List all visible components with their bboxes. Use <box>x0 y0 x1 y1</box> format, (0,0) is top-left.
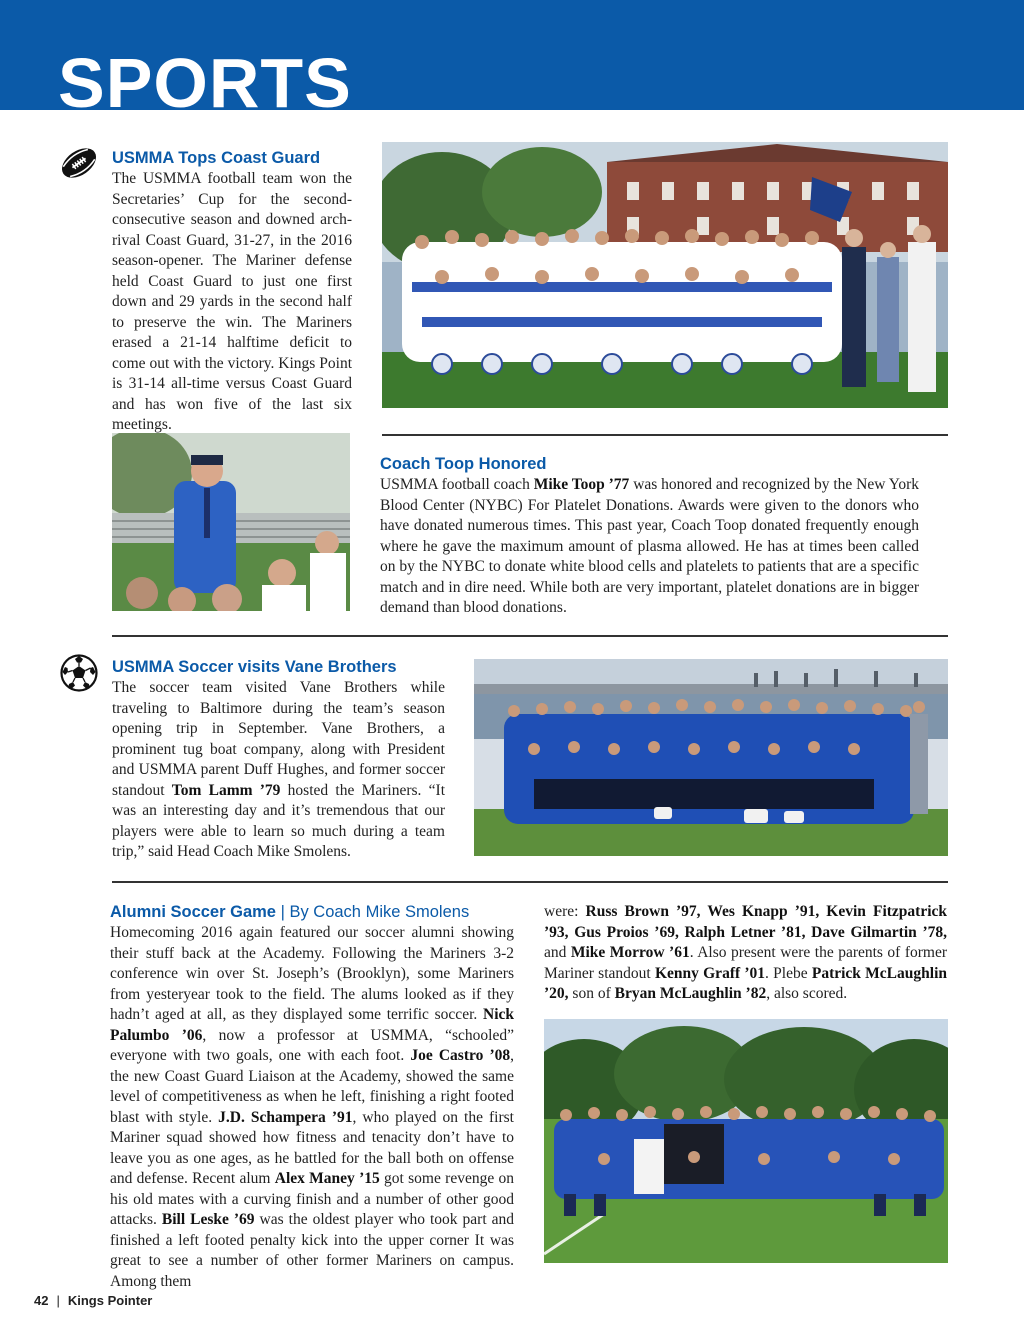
football-icon <box>58 143 100 183</box>
divider-2 <box>112 635 948 637</box>
divider-1 <box>382 434 948 436</box>
football-body: The USMMA football team won the Secretaries’ Cup for the second-consecutive season and downed arch-rival Coast Guard, 31-27, in the 2016 season-opener. The Mariner defense held Coast Guard to just one first down and 29 yards in the second half to preserve the win. The Mariners erased a 21-14 halftime deficit to come out with the victory. Kings Point is 31-14 all-time versus Coast Guard and has won five of the last six meetings. <box>112 170 352 433</box>
divider-3 <box>112 881 948 883</box>
alumni-heading: Alumni Soccer Game | By Coach Mike Smolens <box>110 903 470 921</box>
alumni-article <box>110 902 514 1292</box>
coach-body: USMMA football coach Mike Toop ’77 was honored and recognized by the New York Blood Center (NYBC) For Platelet Donations. Awards were given to the donors who have donated numerous times. This past year, Coach Toop donated frequently enough where he gave the maximum amount of plasma allowed. He has at times been called on by the NYBC to donate white blood cells and platelets to patients that are a specific match and in dire need. While both are very important, platelet donations are in bigger demand than blood donations. <box>380 476 920 616</box>
coach-name: Mike Toop ’77 <box>533 476 630 493</box>
footer-separator: | <box>56 1293 60 1308</box>
banner-title: SPORTS <box>58 44 352 110</box>
soccer-body: The soccer team visited Vane Brothers while traveling to Baltimore during the team’s season opening trip in September. Vane Brothers, a prominent tug boat company, along with President and USMMA parent Duff Hughes, and former soccer standout Tom Lamm ’79 hosted the Mariners. “It was an interesting day and it’s tremendous that our players were able to learn so much during a team trip,” said Head Coach Mike Smolens. <box>112 679 445 860</box>
publication-title: Kings Pointer <box>67 1293 153 1308</box>
coach-article <box>380 454 919 619</box>
page-number: 42 <box>34 1293 49 1308</box>
alumni-team-photo <box>544 1019 948 1263</box>
page-footer <box>34 1293 152 1308</box>
soccer-article <box>112 657 445 863</box>
soccer-ball-icon <box>60 654 98 692</box>
football-team-photo <box>382 142 948 408</box>
sports-banner <box>0 0 1024 110</box>
alumni-body-col2: were: Russ Brown ’97, Wes Knapp ’91, Kevin Fitzpatrick ’93, Gus Proios ’69, Ralph Letner ’81, Dave Gilmartin ’78, and Mike Morrow ’61. Also present were the parents of former Mariner standout Kenny Graff ’01. Plebe Patrick McLaughlin ’20, son of Bryan McLaughlin ’82, also scored. <box>544 903 948 1002</box>
alumni-body-col1: Homecoming 2016 again featured our soccer alumni showing their stuff back at the Academy. Following the Mariners 3-2 conference win over St. Joseph’s (Brooklyn), some Mariners from yesteryear took to the field. The alums looked as if they hadn’t aged at all, as they displayed some terrific soccer. Nick Palumbo ’06, now a professor at USMMA, “schooled” everyone with two goals, one with each foot. Joe Castro ’08, the new Coast Guard Liaison at the Academy, showed the same level of competitiveness as when he left, finishing a right footed blast with style. J.D. Schampera ’91, who played on the first Mariner squad showed how fitness and tenacity don’t have to leave you as one ages, as he battled for the ball both on offense and defense. Recent alum Alex Maney ’15 got some revenge on his old mates with a curving finish and a number of other good attacks. Bill Leske ’69 was the oldest player who took part and finished a left footed penalty kick into the upper corner It was great to see a number of other former Mariners on campus. Among them <box>110 924 514 1290</box>
alumni-article-col2 <box>544 902 947 1005</box>
soccer-team-photo <box>474 659 948 856</box>
soccer-heading: USMMA Soccer visits Vane Brothers <box>112 658 397 676</box>
football-heading: USMMA Tops Coast Guard <box>112 149 321 167</box>
byline-separator: | <box>275 903 290 921</box>
coach-photo <box>112 433 350 611</box>
alumni-byline: By Coach Mike Smolens <box>289 903 470 921</box>
football-article <box>112 148 352 436</box>
coach-heading: Coach Toop Honored <box>380 455 547 473</box>
soccer-name: Tom Lamm ’79 <box>171 781 281 799</box>
